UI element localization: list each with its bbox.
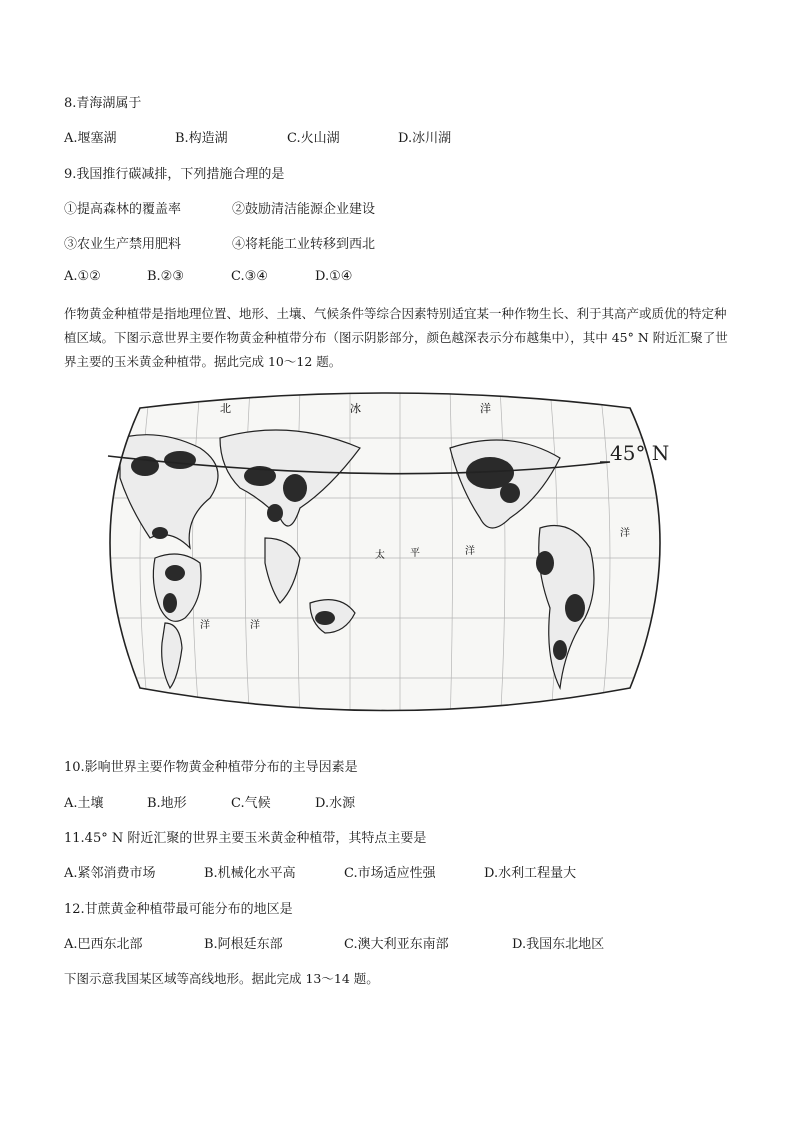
q11-option-d: D.水利工程量大 — [484, 866, 577, 881]
q8-option-b: B.构造湖 — [175, 131, 228, 146]
q8-stem: 8.青海湖属于 — [64, 96, 142, 111]
q9-option-d: D.①④ — [315, 269, 353, 284]
q10-option-a: A.土壤 — [64, 796, 104, 811]
q10-option-b: B.地形 — [147, 796, 187, 811]
q10-stem: 10.影响世界主要作物黄金种植带分布的主导因素是 — [64, 760, 358, 775]
ocean-label: 洋 — [620, 528, 630, 539]
q9-item-1: ①提高森林的覆盖率 — [64, 202, 182, 217]
q9-item-2: ②鼓励清洁能源企业建设 — [232, 202, 376, 217]
intro-paragraph: 作物黄金种植带是指地理位置、地形、土壤、气候条件等综合因素特别适宜某一种作物生长、利于其高产或质优的特定种植区域。下图示意世界主要作物黄金种植带分布（图示阴影部分，颜色越深表示分布越集中），其中 45° N 附近汇聚了世界主要的玉米黄金种植带。据此完成 10～12 题。 — [64, 306, 728, 369]
q9-option-b: B.②③ — [147, 269, 184, 284]
ocean-label: 平 — [410, 548, 420, 559]
world-crop-belt-map — [90, 388, 690, 728]
q9-item-4: ④将耗能工业转移到西北 — [232, 237, 376, 252]
ocean-label: 洋 — [480, 402, 491, 415]
q9-option-c: C.③④ — [231, 269, 268, 284]
ocean-label: 太 — [375, 550, 385, 561]
q12-option-d: D.我国东北地区 — [512, 937, 605, 952]
q12-option-b: B.阿根廷东部 — [204, 937, 283, 952]
latitude-45n-label: 45° N — [610, 441, 670, 465]
q8-option-a: A.堰塞湖 — [64, 131, 117, 146]
q12-option-c: C.澳大利亚东南部 — [344, 937, 449, 952]
ocean-label: 冰 — [350, 402, 361, 415]
q11-stem: 11.45° N 附近汇聚的世界主要玉米黄金种植带，其特点主要是 — [64, 831, 427, 846]
map-body — [90, 388, 690, 728]
q11-option-c: C.市场适应性强 — [344, 866, 436, 881]
q9-item-3: ③农业生产禁用肥料 — [64, 237, 182, 252]
q11-option-b: B.机械化水平高 — [204, 866, 296, 881]
q8-option-d: D.冰川湖 — [398, 131, 452, 146]
ocean-label: 北 — [220, 402, 231, 415]
q10-option-c: C.气候 — [231, 796, 271, 811]
q9-option-a: A.①② — [64, 269, 101, 284]
q10-option-d: D.水源 — [315, 796, 356, 811]
q8-option-c: C.火山湖 — [287, 131, 340, 146]
ocean-label: 洋 — [200, 620, 210, 631]
q12-stem: 12.甘蔗黄金种植带最可能分布的地区是 — [64, 902, 293, 917]
q12-option-a: A.巴西东北部 — [64, 937, 143, 952]
q9-stem: 9.我国推行碳减排，下列措施合理的是 — [64, 167, 285, 182]
ocean-label: 洋 — [465, 546, 475, 557]
outro-paragraph: 下图示意我国某区域等高线地形。据此完成 13～14 题。 — [64, 971, 379, 986]
ocean-label: 洋 — [250, 620, 260, 631]
q11-option-a: A.紧邻消费市场 — [64, 866, 156, 881]
